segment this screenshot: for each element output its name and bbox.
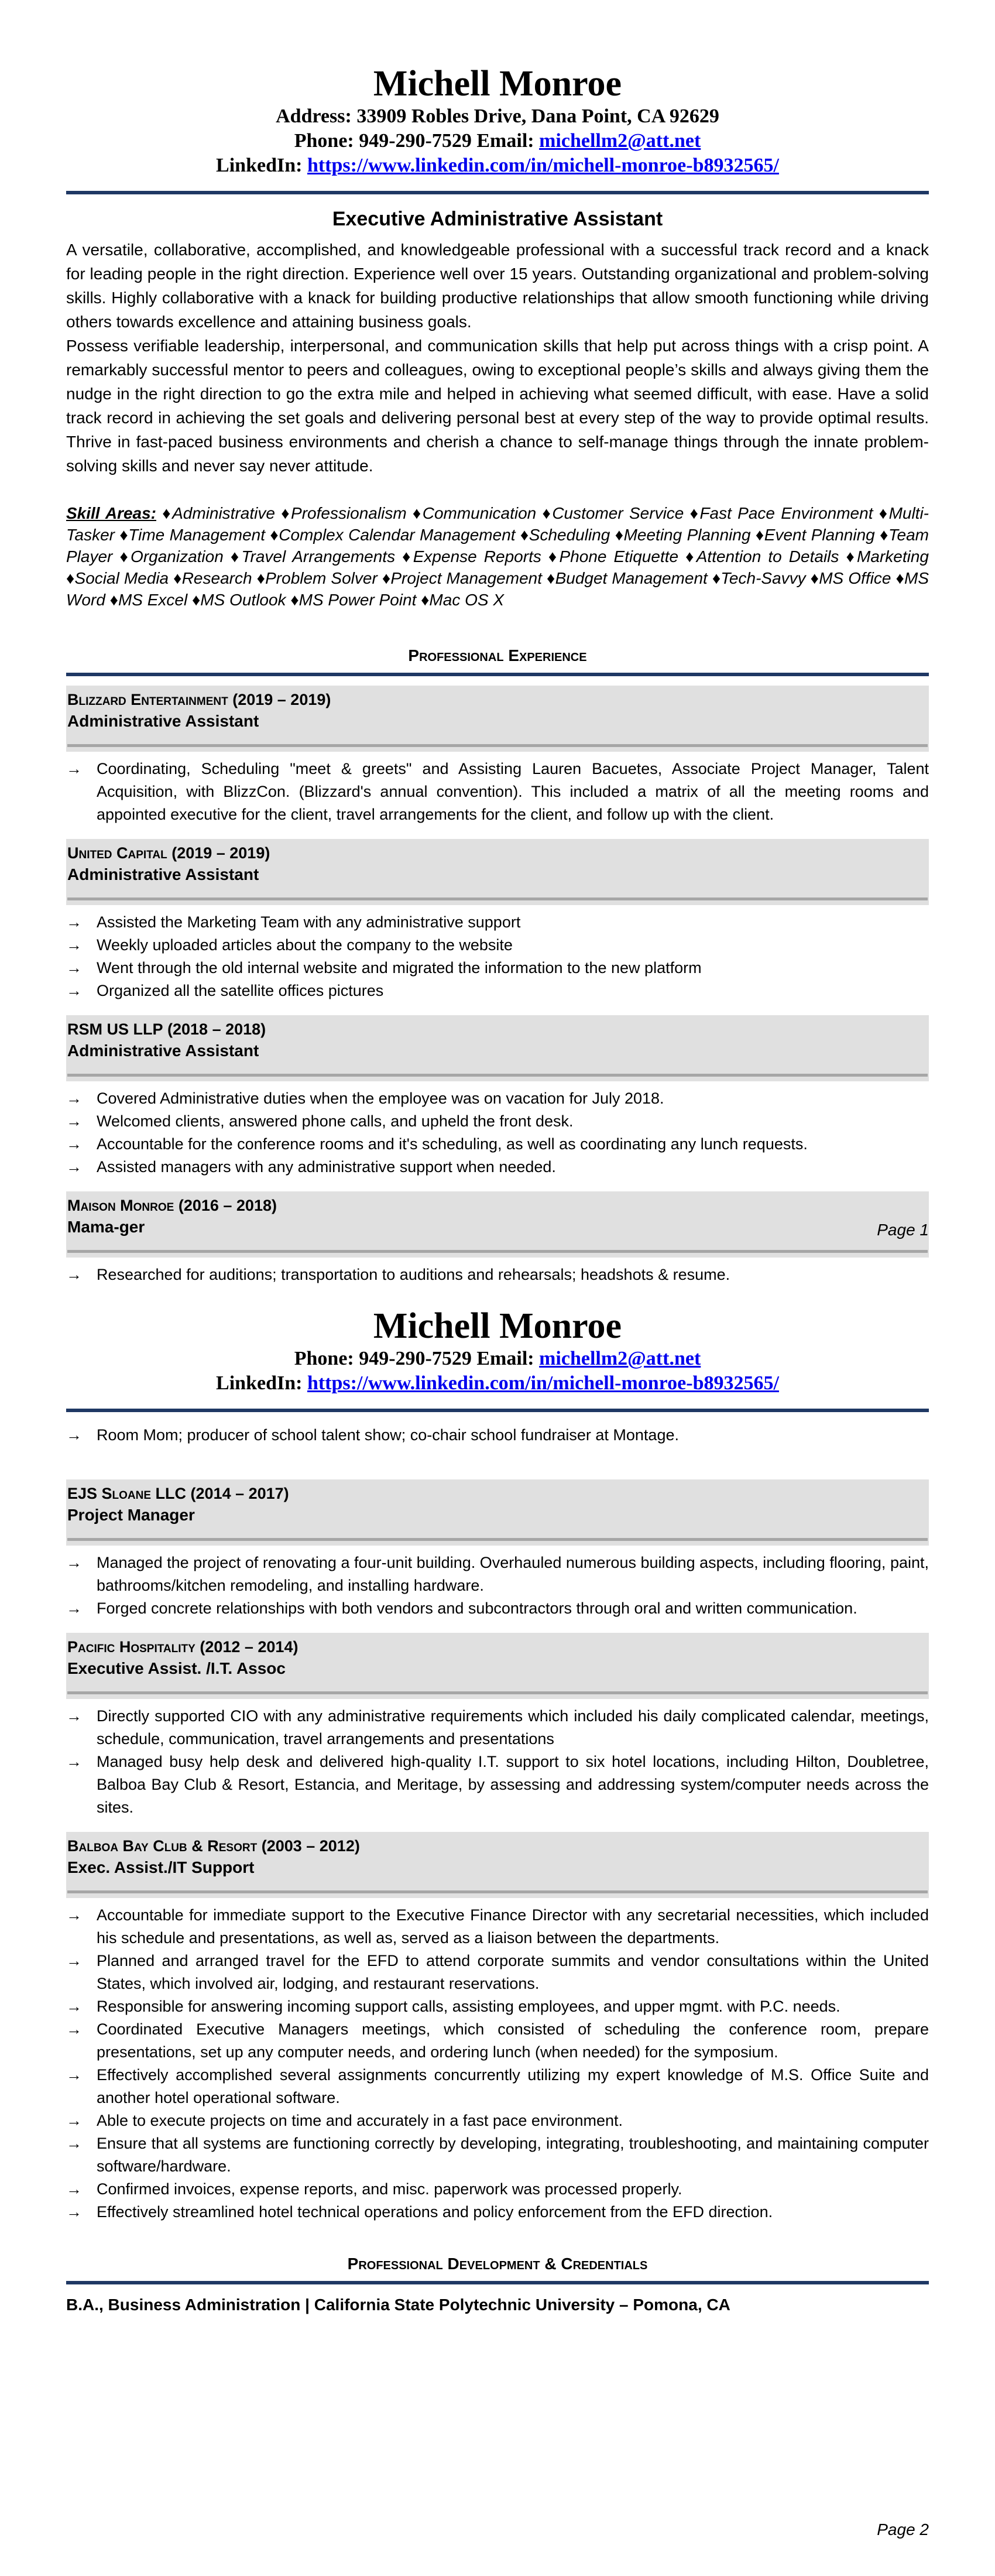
bullet-text: Able to execute projects on time and accurately in a fast pace environment. xyxy=(97,2112,623,2129)
arrow-icon: → xyxy=(66,1090,82,1107)
arrow-icon: → xyxy=(66,2020,82,2038)
divider xyxy=(66,673,929,676)
skill-areas xyxy=(66,502,929,611)
arrow-icon: → xyxy=(66,1158,82,1176)
bullet-item xyxy=(66,1597,929,1620)
arrow-icon: → xyxy=(66,2066,82,2084)
arrow-icon: → xyxy=(66,760,82,777)
job-title: Exec. Assist./IT Support xyxy=(67,1858,255,1876)
bullet-list xyxy=(66,1087,929,1179)
bullet-text: Covered Administrative duties when the employee was on vacation for July 2018. xyxy=(97,1090,664,1107)
bullet-item xyxy=(66,1087,929,1110)
arrow-icon: → xyxy=(66,1707,82,1725)
company-name: Balboa Bay Club & Resort xyxy=(67,1837,258,1855)
bullet-item xyxy=(66,1705,929,1751)
job-header xyxy=(66,1479,929,1546)
phone-email-line xyxy=(66,129,929,153)
summary-paragraph: A versatile, collaborative, accomplished, and knowledgeable professional with a successful track record and a knack for leading people in the right direction. Experience well over 15 years. Outstanding organizational and problem-solving skills. Highly collaborative with a knack for building productive relationships that allow smooth functioning while driving others towards excellence and attaining business goals. xyxy=(66,241,929,331)
address-line: Address: 33909 Robles Drive, Dana Point, CA 92629 xyxy=(276,105,719,127)
bullet-text: Ensure that all systems are functioning correctly by developing, integrating, troubleshooting, and maintaining computer software/hardware. xyxy=(97,2135,929,2175)
bullet-item xyxy=(66,2018,929,2064)
bullet-text: Researched for auditions; transportation to auditions and rehearsals; headshots & resume. xyxy=(97,1266,730,1283)
job-divider xyxy=(67,1074,928,1077)
divider xyxy=(66,2281,929,2284)
company-line xyxy=(67,689,928,710)
arrow-icon: → xyxy=(66,936,82,954)
company-name: RSM US LLP xyxy=(67,1020,163,1038)
job-divider xyxy=(67,1890,928,1893)
job-header xyxy=(66,1191,929,1258)
candidate-name: Michell Monroe xyxy=(373,1306,622,1346)
page-number: Page 2 xyxy=(877,2520,929,2539)
job-title: Administrative Assistant xyxy=(67,1042,259,1060)
bullet-list xyxy=(66,1263,929,1286)
arrow-icon: → xyxy=(66,1112,82,1130)
bullet-text: Coordinating, Scheduling "meet & greets" and Assisting Lauren Bacuetes, Associate Project Manager, Talent Acquisition, with BlizzCon. (Blizzard's annual convention). This included a matrix of all the meeting rooms and appointed executive for the client, travel arrangements for the client, and follow up with the client. xyxy=(97,760,929,823)
company-name: Blizzard Entertainment xyxy=(67,691,228,708)
bullet-item xyxy=(66,1110,929,1133)
bullet-text: Managed busy help desk and delivered high-quality I.T. support to six hotel locations, including Hilton, Doubletree, Balboa Bay Club & Resort, Estancia, and Meritage, by assessing and addressing system/computer needs across the sites. xyxy=(97,1753,929,1816)
arrow-icon: → xyxy=(66,1952,82,1969)
phone-email-line xyxy=(66,1347,929,1371)
arrow-icon: → xyxy=(66,1135,82,1153)
job-divider xyxy=(67,1250,928,1253)
bullet-text: Forged concrete relationships with both vendors and subcontractors through oral and written communication. xyxy=(97,1599,857,1617)
company-name: EJS Sloane LLC xyxy=(67,1485,187,1502)
bullet-list xyxy=(66,1424,929,1447)
job-title: Administrative Assistant xyxy=(67,865,259,883)
job-header xyxy=(66,1015,929,1081)
linkedin-label: LinkedIn: xyxy=(216,1372,307,1394)
experience-heading: Professional Experience xyxy=(408,646,587,664)
bullet-item xyxy=(66,957,929,979)
arrow-icon: → xyxy=(66,1554,82,1571)
job-list xyxy=(66,1479,929,2224)
bullet-text: Weekly uploaded articles about the company to the website xyxy=(97,936,513,954)
job-dates: (2019 – 2019) xyxy=(167,844,270,862)
bullet-item xyxy=(66,1424,929,1447)
bullet-text: Went through the old internal website and migrated the information to the new platform xyxy=(97,959,702,977)
bullet-item xyxy=(66,2132,929,2178)
bullet-list xyxy=(66,1705,929,1819)
phone-label: Phone: 949-290-7529 Email: xyxy=(294,1348,540,1369)
candidate-name: Michell Monroe xyxy=(373,64,622,104)
bullet-item xyxy=(66,1156,929,1179)
job-entry xyxy=(66,1633,929,1819)
arrow-icon: → xyxy=(66,1266,82,1283)
credentials-heading: Professional Development & Credentials xyxy=(347,2255,648,2273)
bullet-item xyxy=(66,1995,929,2018)
arrow-icon: → xyxy=(66,1599,82,1617)
job-header xyxy=(66,1832,929,1898)
company-line xyxy=(67,1835,928,1856)
job-title: Project Manager xyxy=(67,1506,195,1524)
linkedin-line xyxy=(66,153,929,178)
bullet-list xyxy=(66,758,929,826)
summary-paragraph: Possess verifiable leadership, interpersonal, and communication skills that help put across things with a crisp point. A remarkably successful mentor to peers and colleagues, owing to exceptional people’s skills and always giving them the nudge in the right direction to go the extra mile and helped in achieving what seemed difficult, with ease. Have a solid track record in achieving the set goals and delivering personal best at every step of the way to provide optimal results. Thrive in fast-paced business environments and cherish a chance to self-manage things through the innate problem-solving skills and never say never attitude. xyxy=(66,337,929,475)
bullet-item xyxy=(66,2201,929,2224)
arrow-icon: → xyxy=(66,959,82,977)
bullet-list xyxy=(66,911,929,1002)
bullet-text: Confirmed invoices, expense reports, and misc. paperwork was processed properly. xyxy=(97,2180,682,2198)
company-line xyxy=(67,1483,928,1504)
bullet-text: Accountable for immediate support to the Executive Finance Director with any secretarial necessities, which included his schedule and presentations, as well as, served as a liaison between the departments. xyxy=(97,1906,929,1947)
linkedin-link[interactable]: https://www.linkedin.com/in/michell-monroe-b8932565/ xyxy=(307,155,779,176)
arrow-icon: → xyxy=(66,2180,82,2198)
company-line xyxy=(67,1019,928,1040)
arrow-icon: → xyxy=(66,2203,82,2221)
company-line xyxy=(67,1195,928,1216)
job-entry xyxy=(66,686,929,826)
job-entry xyxy=(66,1191,929,1286)
arrow-icon: → xyxy=(66,913,82,931)
job-header xyxy=(66,1633,929,1699)
job-title: Administrative Assistant xyxy=(67,712,259,730)
company-line xyxy=(67,1636,928,1657)
arrow-icon: → xyxy=(66,1998,82,2015)
resume-page-2 xyxy=(0,1288,995,2576)
job-divider xyxy=(67,898,928,900)
bullet-item xyxy=(66,979,929,1002)
job-divider xyxy=(67,1691,928,1694)
bullet-item xyxy=(66,1904,929,1950)
phone-label: Phone: 949-290-7529 Email: xyxy=(294,130,540,152)
bullet-text: Managed the project of renovating a four-unit building. Overhauled numerous building aspects, including flooring, paint, bathrooms/kitchen remodeling, and installing hardware. xyxy=(97,1554,929,1594)
linkedin-link[interactable]: https://www.linkedin.com/in/michell-monroe-b8932565/ xyxy=(307,1372,779,1394)
bullet-item xyxy=(66,1133,929,1156)
bullet-text: Effectively streamlined hotel technical operations and policy enforcement from the EFD direction. xyxy=(97,2203,773,2221)
bullet-item xyxy=(66,1551,929,1597)
bullet-text: Coordinated Executive Managers meetings, which consisted of scheduling the conference room, prepare presentations, set up any computer needs, and ordering lunch (when needed) for the symposium. xyxy=(97,2020,929,2061)
arrow-icon: → xyxy=(66,1426,82,1444)
bullet-item xyxy=(66,758,929,826)
page-number: Page 1 xyxy=(877,1221,929,1239)
company-name: Pacific Hospitality xyxy=(67,1638,195,1656)
job-dates: (2016 – 2018) xyxy=(174,1197,277,1214)
job-dates: (2014 – 2017) xyxy=(186,1485,289,1502)
bullet-item xyxy=(66,934,929,957)
job-divider xyxy=(67,744,928,747)
bullet-text: Room Mom; producer of school talent show; co-chair school fundraiser at Montage. xyxy=(97,1426,679,1444)
bullet-text: Responsible for answering incoming support calls, assisting employees, and upper mgmt. with P.C. needs. xyxy=(97,1998,840,2015)
bullet-item xyxy=(66,2064,929,2109)
email-link[interactable]: michellm2@att.net xyxy=(539,130,701,152)
bullet-text: Organized all the satellite offices pictures xyxy=(97,982,384,999)
job-entry xyxy=(66,839,929,1002)
bullet-list xyxy=(66,1904,929,2224)
education-entry: B.A., Business Administration | California State Polytechnic University – Pomona, CA xyxy=(66,2296,730,2314)
job-header xyxy=(66,686,929,752)
job-entry xyxy=(66,1479,929,1620)
skills-list: ♦Administrative ♦Professionalism ♦Communication ♦Customer Service ♦Fast Pace Environment ♦Multi-Tasker ♦Time Management ♦Complex Calendar Management ♦Scheduling ♦Meeting Planning ♦Event Planning ♦Team Player ♦Organization ♦Travel Arrangements ♦Expense Reports ♦Phone Etiquette ♦Attention to Details ♦Marketing ♦Social Media ♦Research ♦Problem Solver ♦Project Management ♦Budget Management ♦Tech-Savvy ♦MS Office ♦MS Word ♦MS Excel ♦MS Outlook ♦MS Power Point ♦Mac OS X xyxy=(66,504,929,609)
company-name: Maison Monroe xyxy=(67,1197,174,1214)
job-dates: (2018 – 2018) xyxy=(163,1020,266,1038)
linkedin-line xyxy=(66,1371,929,1396)
bullet-text: Assisted managers with any administrative support when needed. xyxy=(97,1158,556,1176)
bullet-text: Accountable for the conference rooms and it's scheduling, as well as coordinating any lunch requests. xyxy=(97,1135,808,1153)
arrow-icon: → xyxy=(66,1753,82,1770)
company-name: United Capital xyxy=(67,844,167,862)
bullet-item xyxy=(66,1950,929,1995)
bullet-item xyxy=(66,911,929,934)
skills-label: Skill Areas: xyxy=(66,504,156,522)
arrow-icon: → xyxy=(66,982,82,999)
arrow-icon: → xyxy=(66,1906,82,1924)
job-list xyxy=(66,686,929,1286)
divider xyxy=(66,1409,929,1412)
job-dates: (2019 – 2019) xyxy=(228,691,331,708)
job-entry xyxy=(66,1832,929,2224)
bullet-text: Effectively accomplished several assignments concurrently utilizing my expert knowledge of M.S. Office Suite and another hotel operational software. xyxy=(97,2066,929,2106)
job-dates: (2012 – 2014) xyxy=(195,1638,298,1656)
bullet-item xyxy=(66,1263,929,1286)
job-dates: (2003 – 2012) xyxy=(257,1837,360,1855)
job-header xyxy=(66,839,929,905)
job-divider xyxy=(67,1538,928,1541)
arrow-icon: → xyxy=(66,2112,82,2129)
bullet-item xyxy=(66,1751,929,1819)
job-entry xyxy=(66,1015,929,1179)
bullet-text: Directly supported CIO with any administrative requirements which included his daily complicated calendar, meetings, schedule, communication, travel arrangements and presentations xyxy=(97,1707,929,1748)
bullet-text: Assisted the Marketing Team with any administrative support xyxy=(97,913,521,931)
bullet-item xyxy=(66,2109,929,2132)
bullet-text: Welcomed clients, answered phone calls, and upheld the front desk. xyxy=(97,1112,574,1130)
arrow-icon: → xyxy=(66,2135,82,2152)
divider xyxy=(66,191,929,194)
job-title: Executive Assist. /I.T. Assoc xyxy=(67,1659,286,1677)
company-line xyxy=(67,842,928,864)
linkedin-label: LinkedIn: xyxy=(216,155,307,176)
email-link[interactable]: michellm2@att.net xyxy=(539,1348,701,1369)
summary-title: Executive Administrative Assistant xyxy=(332,208,663,230)
bullet-text: Planned and arranged travel for the EFD to attend corporate summits and vendor consultations within the United States, which involved air, lodging, and restaurant reservations. xyxy=(97,1952,929,1992)
bullet-list xyxy=(66,1551,929,1620)
job-title: Mama-ger xyxy=(67,1218,145,1236)
bullet-item xyxy=(66,2178,929,2201)
